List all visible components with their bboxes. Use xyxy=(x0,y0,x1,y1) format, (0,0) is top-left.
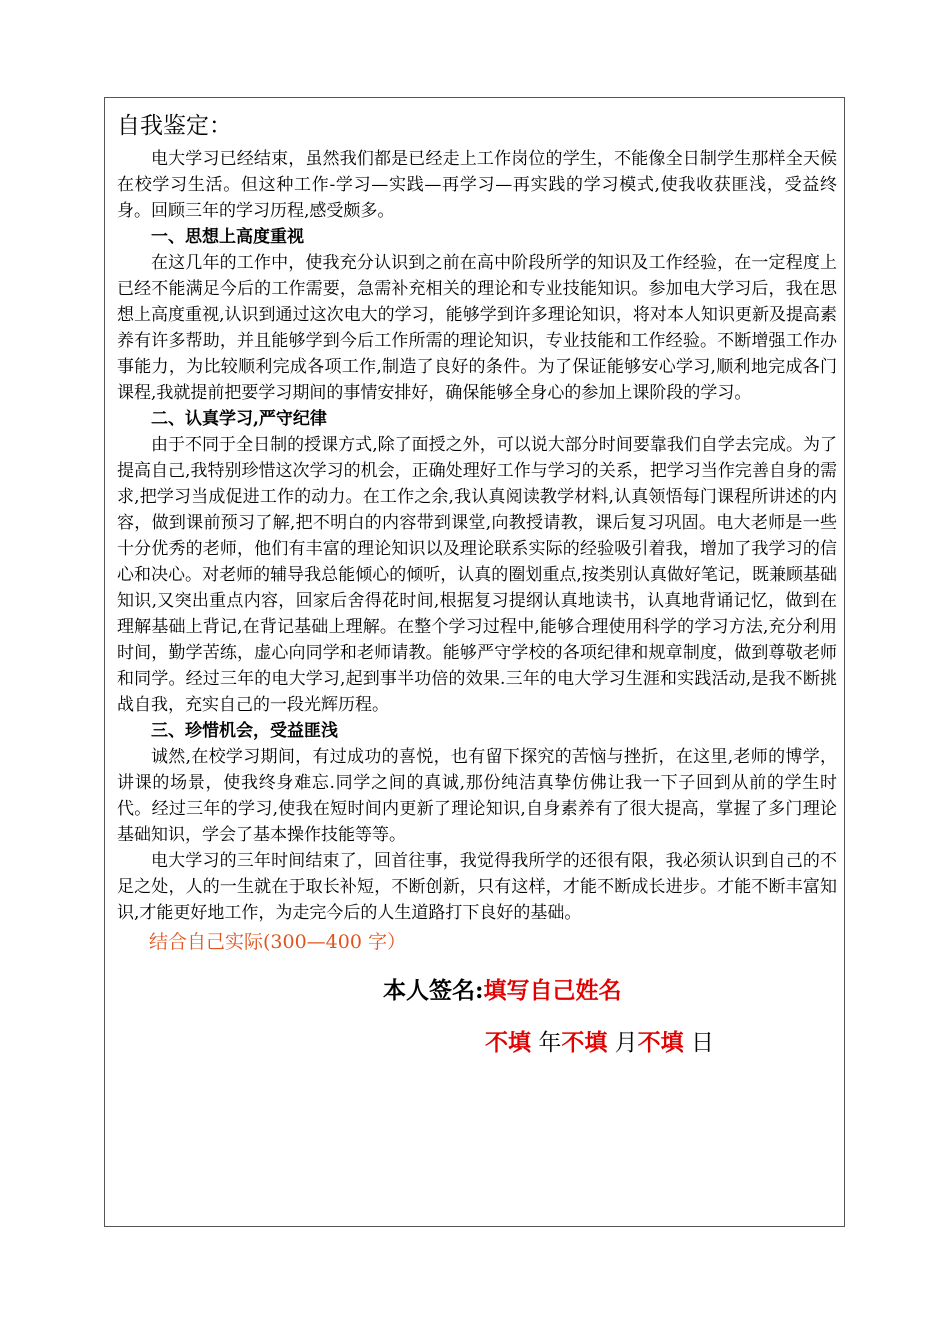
section-heading: 一、思想上高度重视 xyxy=(151,227,304,247)
day-unit: 日 xyxy=(690,1030,714,1056)
signature-label: 本人签名: xyxy=(383,977,484,1004)
section-body: 由于不同于全日制的授课方式,除了面授之外，可以说大部分时间要靠我们自学去完成。为了提高自己,我特别珍惜这次学习的机会，正确处理好工作与学习的关系，把学习当作完善自身的需求,把学习当成促进工作的动力。在工作之余,我认真阅读教学材料,认真领悟每门课程所讲述的内容，做到课前预习了解,把不明白的内容带到课堂,向教授请教，课后复习巩固。电大老师是一些十分优秀的老师，他们有丰富的理论知识以及理论联系实际的经验吸引着我，增加了我学习的信心和决心。对老师的辅导我总能倾心的倾听，认真的圈划重点,按类别认真做好笔记，既兼顾基础知识,又突出重点内容，回家后舍得花时间,根据复习提纲认真地读书，认真地背诵记忆，做到在理解基础上背记,在背记基础上理解。在整个学习过程中,能够合理使用科学的学习方法,充分利用时间，勤学苦练，虚心向同学和老师请教。能够严守学校的各项纪律和规章制度，做到尊敬老师和同学。经过三年的电大学习,起到事半功倍的效果.三年的电大学习生涯和实践活动,是我不断挑战自我，充实自己的一段光辉历程。 xyxy=(117,435,837,715)
year-placeholder[interactable]: 不填 xyxy=(485,1029,531,1056)
word-count-note: 结合自己实际(300—400 字） xyxy=(149,931,406,953)
section-body: 在这几年的工作中，使我充分认识到之前在高中阶段所学的知识及工作经验，在一定程度上已经不能满足今后的工作需要，急需补充相关的理论和专业技能知识。参加电大学习后，我在思想上高度重视,认识到通过这次电大的学习，能够学到许多理论知识，将对本人知识更新及提高素养有许多帮助，并且能够学到今后工作所需的理论知识，专业技能和工作经验。不断增强工作办事能力，为比较顺利完成各项工作,制造了良好的条件。为了保证能够安心学习,顺利地完成各门课程,我就提前把要学习期间的事情安排好，确保能够全身心的参加上课阶段的学习。 xyxy=(117,253,837,403)
month-placeholder[interactable]: 不填 xyxy=(561,1029,608,1056)
appraisal-form-frame xyxy=(104,97,845,1227)
signature-line xyxy=(117,974,837,1008)
section-heading: 二、认真学习,严守纪律 xyxy=(151,409,327,429)
closing-paragraph: 电大学习的三年时间结束了，回首往事，我觉得我所学的还很有限，我必须认识到自己的不足之处，人的一生就在于取长补短，不断创新，只有这样，才能不断成长进步。才能不断丰富知识,才能更好地工作，为走完今后的人生道路打下良好的基础。 xyxy=(117,851,837,923)
day-placeholder[interactable]: 不填 xyxy=(637,1029,684,1056)
appraisal-content xyxy=(117,108,837,1060)
section-heading: 三、珍惜机会，受益匪浅 xyxy=(151,721,338,741)
section-body: 诚然,在校学习期间，有过成功的喜悦，也有留下探究的苦恼与挫折，在这里,老师的博学，讲课的场景，使我终身难忘.同学之间的真诚,那份纯洁真挚仿佛让我一下子回到从前的学生时代。经过三年的学习,使我在短时间内更新了理论知识,自身素养有了很大提高，掌握了多门理论基础知识，学会了基本操作技能等等。 xyxy=(117,747,837,845)
signature-placeholder[interactable]: 填写自己姓名 xyxy=(483,977,622,1004)
form-title: 自我鉴定： xyxy=(117,113,232,139)
month-unit: 月 xyxy=(614,1030,638,1056)
year-unit: 年 xyxy=(538,1030,562,1056)
intro-paragraph: 电大学习已经结束，虽然我们都是已经走上工作岗位的学生，不能像全日制学生那样全天候在校学习生活。但这种工作-学习—实践—再学习—再实践的学习模式,使我收获匪浅，受益终身。回顾三年的学习历程,感受颇多。 xyxy=(117,149,837,221)
date-line xyxy=(117,1026,837,1060)
